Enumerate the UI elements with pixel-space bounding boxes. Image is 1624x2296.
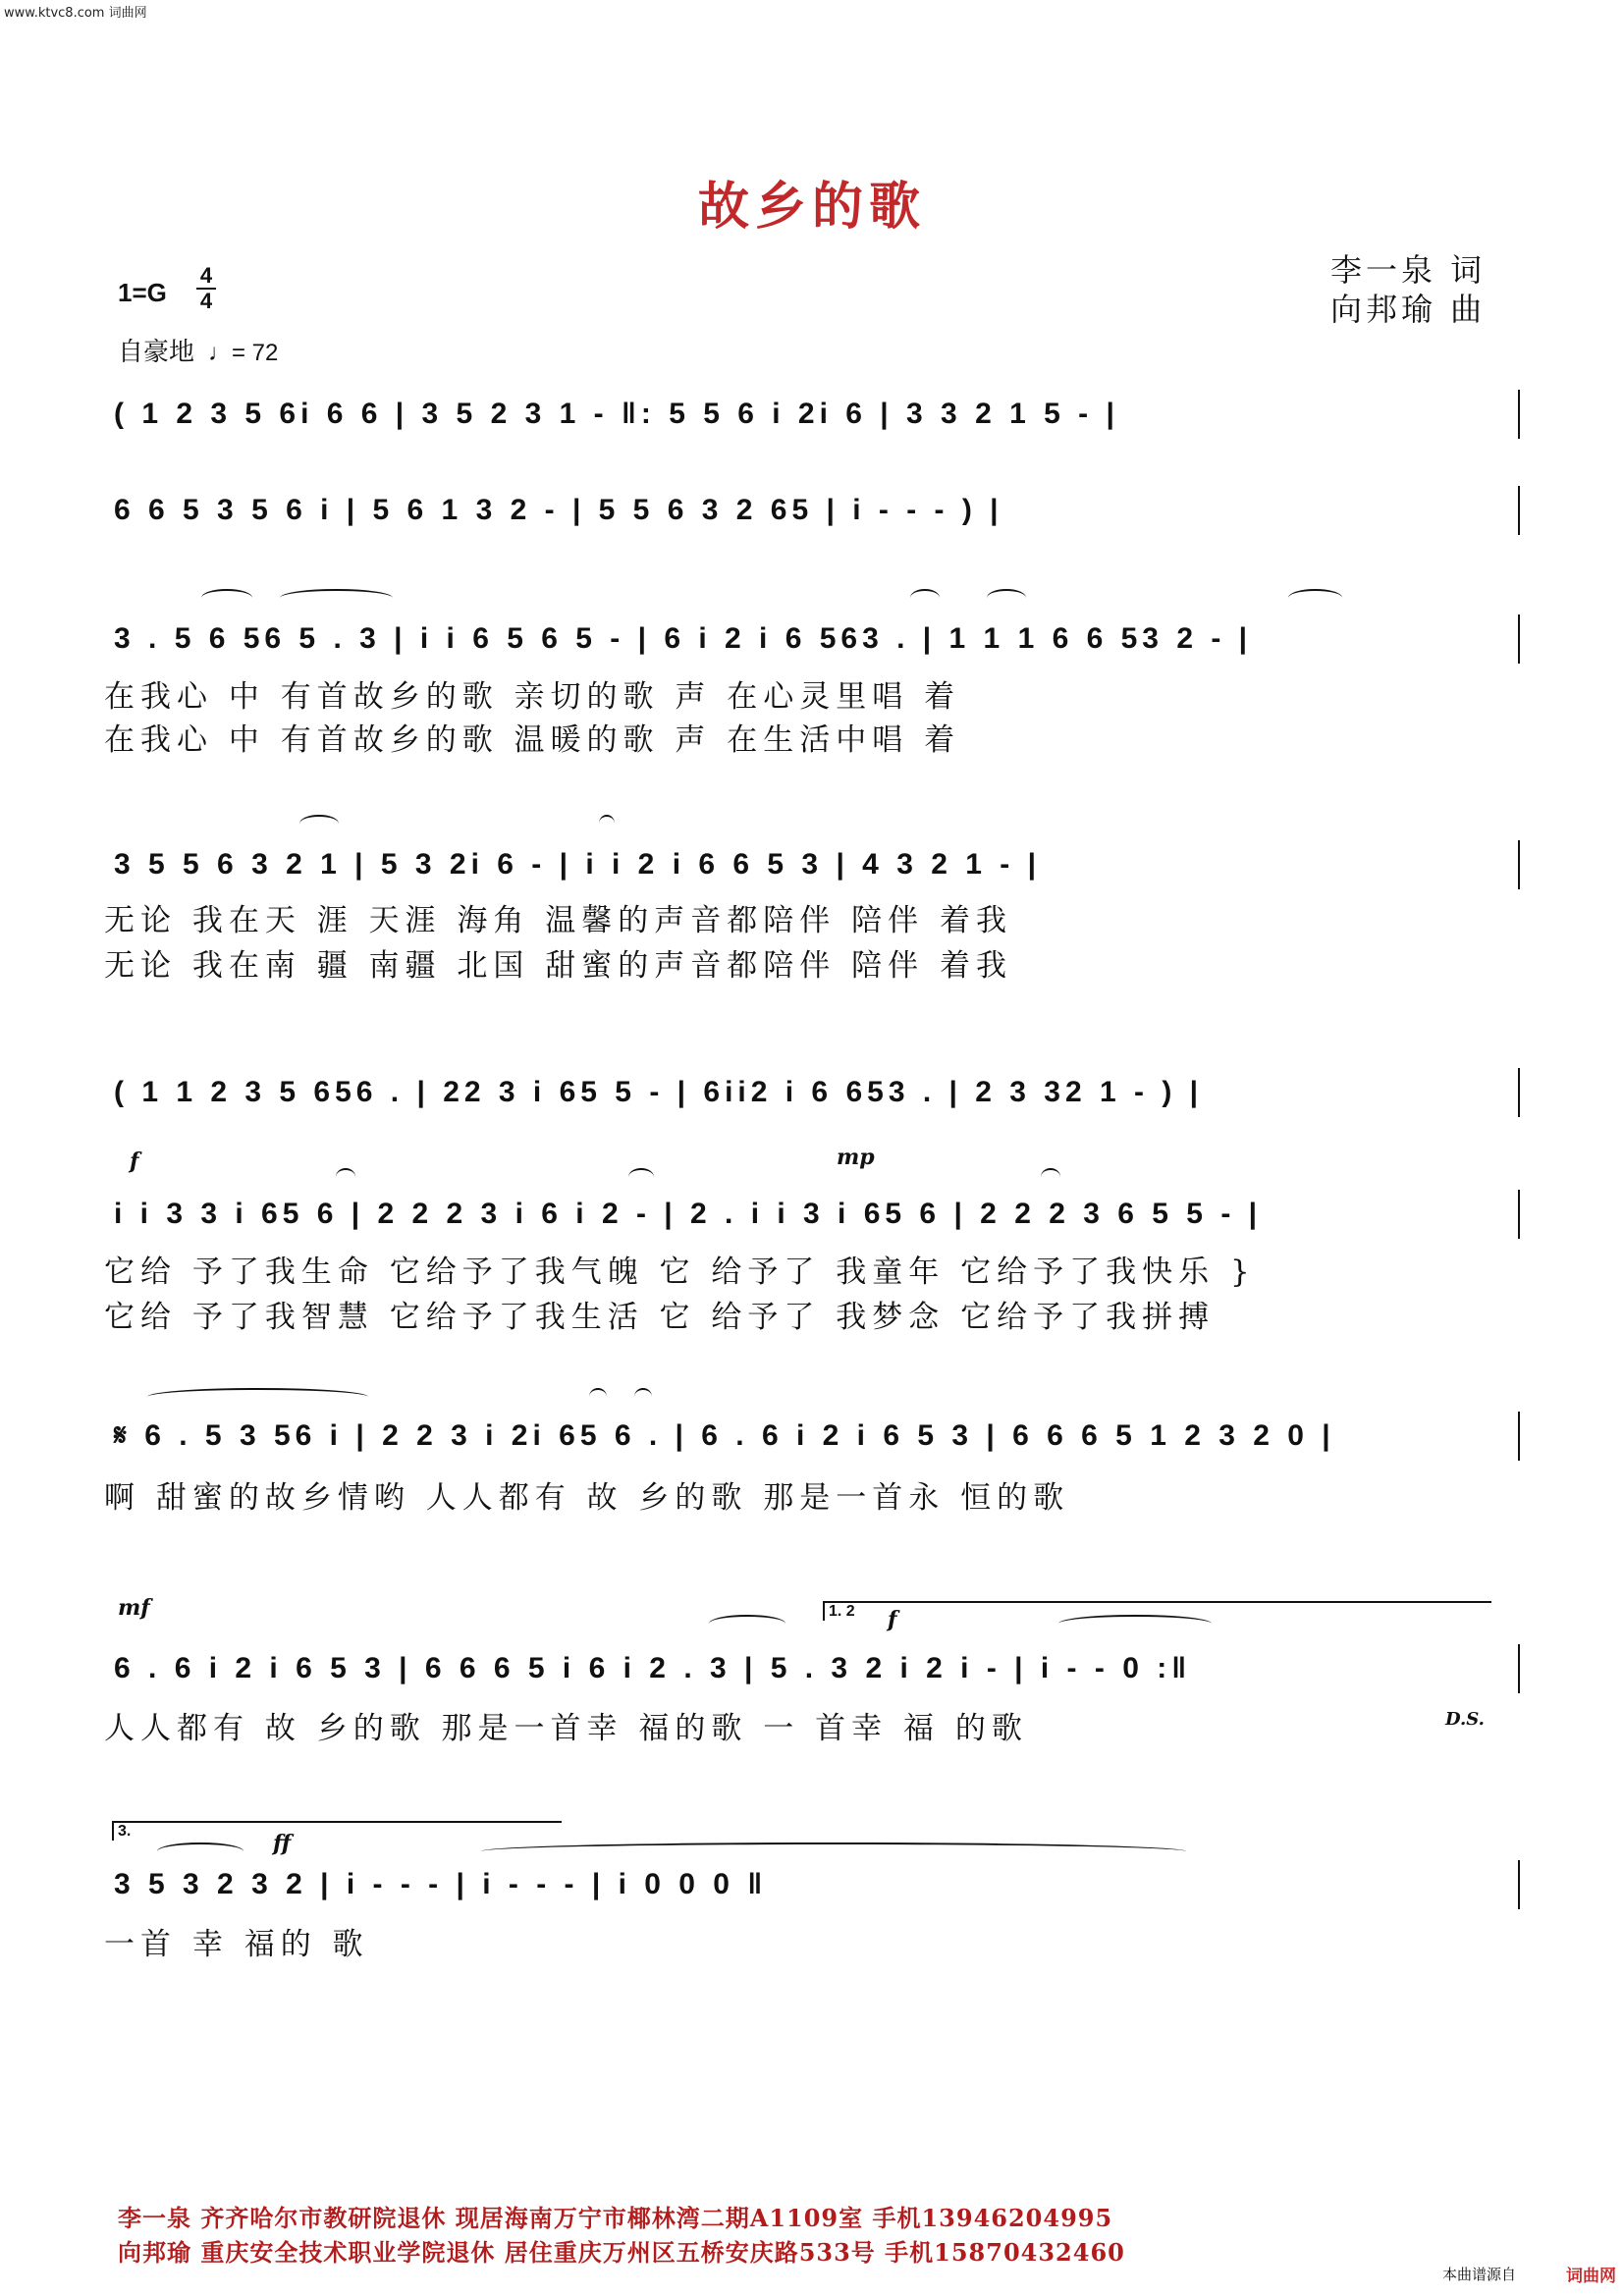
score-system-8 (0, 1595, 1624, 1746)
notation-line: 𝄋 6 . 5 3 56 i | 2 2 3 i 2i 65 6 . | 6 . 6 i 2 i 6 5 3 | 6 6 6 5 1 2 3 2 0 | (114, 1419, 1335, 1452)
time-signature-top: 4 (199, 263, 213, 288)
slur (1058, 1615, 1212, 1632)
slur (589, 1388, 607, 1406)
slur (201, 589, 252, 607)
composer-credit: 向邦瑜 曲 (1330, 291, 1487, 328)
barline (1518, 486, 1520, 535)
notation-line: ( 1 1 2 3 5 656 . | 22 3 i 65 5 - | 6ii2 i 6 653 . | 2 3 32 1 - ) | (114, 1076, 1204, 1108)
slur (634, 1388, 652, 1406)
score-system-4 (0, 815, 1624, 982)
barline (1518, 614, 1520, 664)
slur (628, 1168, 654, 1186)
score-system-3 (0, 589, 1624, 756)
dynamic-mezzo-piano: mp (837, 1145, 875, 1170)
notation-line: 3 5 5 6 3 2 1 | 5 3 2i 6 - | i i 2 i 6 6 5 3 | 4 3 2 1 - | (114, 848, 1041, 881)
slur (147, 1388, 368, 1406)
score-system-1 (0, 398, 1624, 456)
slur (1041, 1168, 1060, 1186)
notation-line: 3 . 5 6 56 5 . 3 | i i 6 5 6 5 - | 6 i 2 i 6 563 . | 1 1 1 6 6 53 2 - | (114, 622, 1253, 655)
lyrics-verse-1: 无论 我在天 涯 天涯 海角 温馨的声音都陪伴 陪伴 着我 (104, 903, 1012, 938)
final-barline (1518, 1860, 1520, 1909)
site-watermark: www.ktvc8.com 词曲网 (4, 6, 147, 21)
lyrics-verse-1: 人人都有 故 乡的歌 那是一首幸 福的歌 一 首幸 福 的歌 (104, 1711, 1028, 1746)
slur (910, 589, 940, 607)
slur (481, 1842, 1186, 1860)
slur (336, 1168, 355, 1186)
third-ending-bracket (112, 1821, 562, 1841)
score-system-9 (0, 1821, 1624, 1968)
notation-line: 3 5 3 2 3 2 | i - - - | i - - - | i 0 0 0 ‖ (114, 1868, 768, 1900)
dynamic-forte: f (130, 1148, 139, 1174)
time-signature-bottom: 4 (199, 289, 213, 313)
lyricist-contact: 李一泉 齐齐哈尔市教研院退休 现居海南万宁市椰林湾二期A1109室 手机13946204995 (118, 2204, 1113, 2232)
lyrics-verse-2: 它给 予了我智慧 它给予了我生活 它 给予了 我梦念 它给予了我拼搏 (104, 1300, 1216, 1335)
lyrics-verse-1: 啊 甜蜜的故乡情哟 人人都有 故 乡的歌 那是一首永 恒的歌 (104, 1480, 1070, 1516)
lyrics-verse-1: 它给 予了我生命 它给予了我气魄 它 给予了 我童年 它给予了我快乐 } (104, 1255, 1256, 1290)
time-signature (196, 265, 216, 312)
song-title: 故乡的歌 (697, 177, 926, 237)
notation-line: 6 . 6 i 2 i 6 5 3 | 6 6 6 5 i 6 i 2 . 3 | 5 . 3 2 i 2 i - | i - - 0 :‖ (114, 1652, 1192, 1684)
lyrics-verse-1: 一首 幸 福的 歌 (104, 1927, 369, 1962)
dal-segno-mark: D.S. (1445, 1709, 1485, 1730)
score-system-6 (0, 1145, 1624, 1335)
barline (1518, 1412, 1520, 1461)
lyrics-verse-1: 在我心 中 有首故乡的歌 亲切的歌 声 在心灵里唱 着 (104, 679, 961, 715)
dynamic-mezzo-forte: mf (118, 1595, 150, 1621)
barline (1518, 1644, 1520, 1693)
score-system-5 (0, 1076, 1624, 1135)
dynamic-forte: f (888, 1607, 897, 1632)
site-logo[interactable]: 词曲网 (1566, 2267, 1616, 2286)
slur (599, 815, 615, 832)
volta-label: 1. 2 (829, 1603, 855, 1620)
source-note: 本曲谱源自 (1441, 2266, 1516, 2283)
barline (1518, 390, 1520, 439)
slur (1288, 589, 1342, 607)
score-system-2 (0, 494, 1624, 553)
tempo-bpm: ♩= 72 (208, 340, 279, 366)
key-signature: 1=G (118, 278, 167, 307)
tempo-marking: 自豪地 (118, 337, 195, 366)
barline (1518, 1190, 1520, 1239)
lyrics-verse-2: 在我心 中 有首故乡的歌 温暖的歌 声 在生活中唱 着 (104, 722, 961, 758)
notation-line: 6 6 5 3 5 6 i | 5 6 1 3 2 - | 5 5 6 3 2 65 | i - - - ) | (114, 494, 1003, 526)
score-system-7 (0, 1374, 1624, 1522)
slur (709, 1615, 785, 1632)
slur (280, 589, 393, 607)
volta-label: 3. (118, 1823, 132, 1840)
lyricist-credit: 李一泉 词 (1330, 251, 1487, 289)
barline (1518, 1068, 1520, 1117)
lyrics-verse-2: 无论 我在南 疆 南疆 北国 甜蜜的声音都陪伴 陪伴 着我 (104, 948, 1012, 984)
composer-contact: 向邦瑜 重庆安全技术职业学院退休 居住重庆万州区五桥安庆路533号 手机15870432460 (118, 2238, 1125, 2267)
dynamic-fortissimo: ff (273, 1831, 292, 1856)
slur (987, 589, 1026, 607)
notation-line: i i 3 3 i 65 6 | 2 2 2 3 i 6 i 2 - | 2 . i i 3 i 65 6 | 2 2 2 3 6 5 5 - | (114, 1198, 1263, 1230)
slur (157, 1842, 244, 1860)
notation-line: ( 1 2 3 5 6i 6 6 | 3 5 2 3 1 - ‖: 5 5 6 i 2i 6 | 3 3 2 1 5 - | (114, 398, 1119, 430)
barline (1518, 840, 1520, 889)
slur (299, 815, 339, 832)
